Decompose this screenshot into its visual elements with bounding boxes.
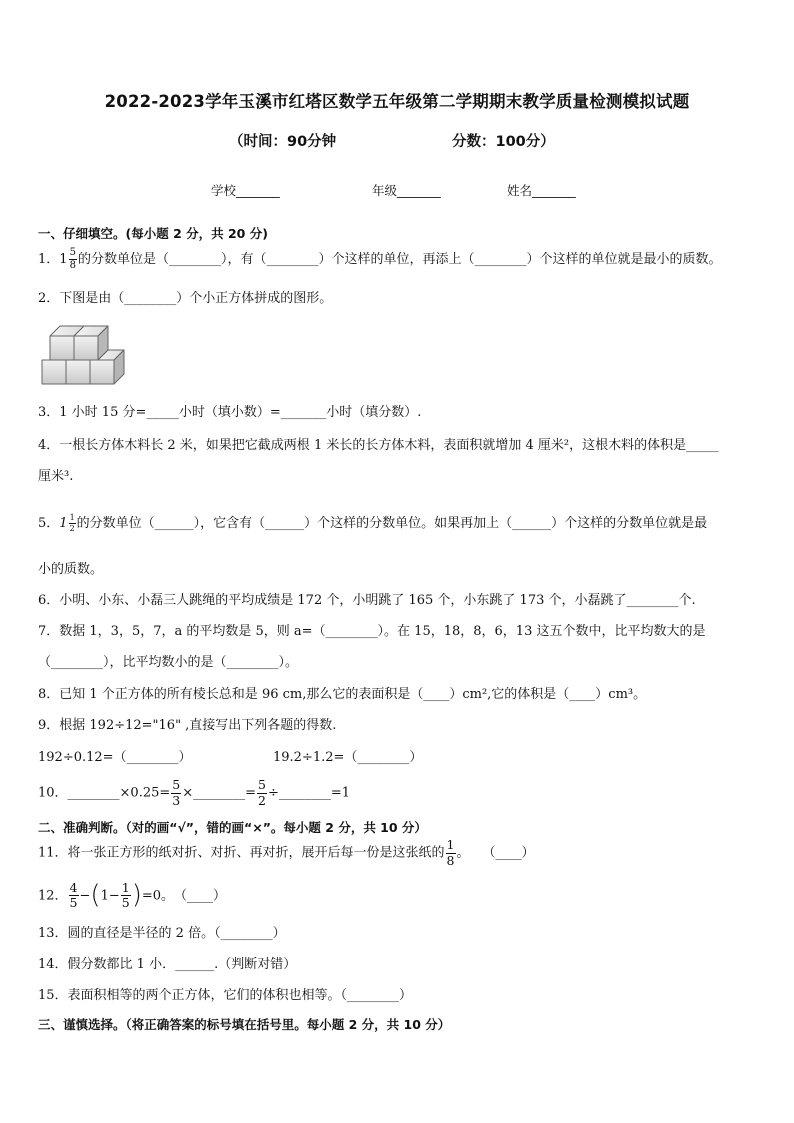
- q11-denominator: 8: [446, 852, 455, 868]
- question-7-line-1: 7．数据 1，3，5，7，a 的平均数是 5，则 a=（________）。在 15，18，8，6，13 这五个数中，比平均数大的是: [38, 624, 706, 639]
- question-13: 13．圆的直径是半径的 2 倍。（________）: [38, 926, 286, 941]
- question-9-part-a: 192÷0.12=（________）: [38, 750, 192, 765]
- q5-text: 的分数单位（______），它含有（______）个这样的分数单位。如果再加上（______）个这样的分数单位就是最: [76, 516, 708, 531]
- name-field: 姓名_______: [507, 183, 576, 198]
- question-9-part-b: 19.2÷1.2=（________）: [273, 750, 423, 765]
- question-9: 9．根据 192÷12="16" ,直接写出下列各题的得数.: [38, 718, 337, 733]
- question-5-line-1: [38, 514, 707, 533]
- q5-frac-numerator: 1: [69, 513, 75, 522]
- q11-tail: 。 （____）: [456, 845, 535, 861]
- q12-fraction-2: [121, 879, 131, 911]
- question-10: [38, 779, 350, 807]
- q12-one-minus: 1−: [100, 888, 120, 904]
- section-2-heading: 二、准确判断。（对的画“√”，错的画“×”。每小题 2 分，共 10 分）: [38, 820, 427, 835]
- question-3: 3．1 小时 15 分=_____小时（填小数）=_______小时（填分数）.: [38, 405, 422, 420]
- q1-fraction: [69, 248, 77, 271]
- question-5-line-2: 小的质数。: [38, 562, 104, 577]
- q12-tail: =0。 （____）: [141, 888, 227, 904]
- q12-left-paren: (: [90, 880, 101, 910]
- question-8: 8．已知 1 个正方体的所有棱长总和是 96 cm,那么它的表面积是（____）cm²,它的体积是（____）cm³。: [38, 687, 647, 702]
- q12-f1-denominator: 5: [69, 895, 78, 911]
- q10-part-1: 10．________×0.25=: [38, 785, 171, 801]
- total-score: 分数：100分）: [452, 134, 555, 150]
- question-12: [38, 879, 226, 913]
- question-14: 14．假分数都比 1 小．______.（判断对错）: [38, 957, 297, 972]
- q12-fraction-1: [69, 879, 79, 911]
- q1-whole: 1: [59, 252, 68, 267]
- section-1-heading: 一、仔细填空。(每小题 2 分，共 20 分): [38, 226, 268, 241]
- question-11: [38, 839, 535, 867]
- q10-part-3: ÷________=1: [267, 785, 351, 801]
- q5-whole: 1: [59, 516, 68, 531]
- q10-f2-numerator: 5: [258, 777, 266, 792]
- cube-bottom-middle: [66, 360, 90, 384]
- section-3-heading: 三、谨慎选择。（将正确答案的标号填在括号里。每小题 2 分，共 10 分）: [38, 1017, 451, 1032]
- cube-stack-figure: [40, 322, 132, 386]
- q10-fraction-1: [171, 779, 181, 807]
- question-7-line-2: （________），比平均数小的是（________）。: [38, 655, 299, 670]
- q5-fraction: [69, 514, 76, 533]
- q11-text: 11．将一张正方形的纸对折、对折、再对折，展开后每一份是这张纸的: [38, 845, 445, 861]
- q10-fraction-2: [257, 779, 267, 807]
- cube-bottom-left: [42, 360, 66, 384]
- q5-frac-denominator: 2: [69, 524, 75, 533]
- q11-fraction: [446, 839, 456, 867]
- question-4-line-2: 厘米³.: [38, 469, 74, 484]
- question-2: 2．下图是由（________）个小正方体拼成的图形。: [38, 291, 333, 306]
- q12-right-paren: ): [131, 880, 142, 910]
- q10-f1-numerator: 5: [172, 777, 181, 792]
- q10-f2-denominator: 2: [258, 792, 266, 808]
- q12-minus: −: [79, 888, 91, 904]
- exam-title: 2022-2023学年玉溪市红塔区数学五年级第二学期期末教学质量检测模拟试题: [104, 92, 690, 111]
- q12-f1-numerator: 4: [69, 879, 78, 895]
- q1-frac-denominator: 8: [69, 260, 76, 271]
- question-15: 15．表面积相等的两个正方体，它们的体积也相等。（________）: [38, 988, 413, 1003]
- q1-number: 1．: [38, 252, 60, 267]
- q1-text: 的分数单位是（________），有（________）个这样的单位，再添上（________）个这样的单位就是最小的质数。: [77, 252, 722, 267]
- q10-part-2: ×________=: [182, 785, 257, 801]
- q12-f2-numerator: 1: [121, 879, 130, 895]
- q12-f2-denominator: 5: [121, 895, 130, 911]
- q12-number: 12．: [38, 888, 68, 904]
- question-1: [38, 248, 721, 271]
- question-6: 6．小明、小东、小磊三人跳绳的平均成绩是 172 个，小明跳了 165 个，小东跳了 173 个，小磊跳了________个.: [38, 593, 696, 608]
- grade-field: 年级_______: [372, 183, 441, 198]
- q11-numerator: 1: [446, 837, 455, 852]
- q5-number: 5．: [38, 516, 60, 531]
- school-field: 学校_______: [211, 183, 280, 198]
- question-4-line-1: 4．一根长方体木料长 2 米，如果把它截成两根 1 米长的长方体木料，表面积就增加 4 厘米²，这根木料的体积是_____: [38, 438, 719, 453]
- q1-frac-numerator: 5: [69, 247, 76, 258]
- time-limit: （时间：90分钟: [229, 134, 337, 150]
- q10-f1-denominator: 3: [172, 792, 181, 808]
